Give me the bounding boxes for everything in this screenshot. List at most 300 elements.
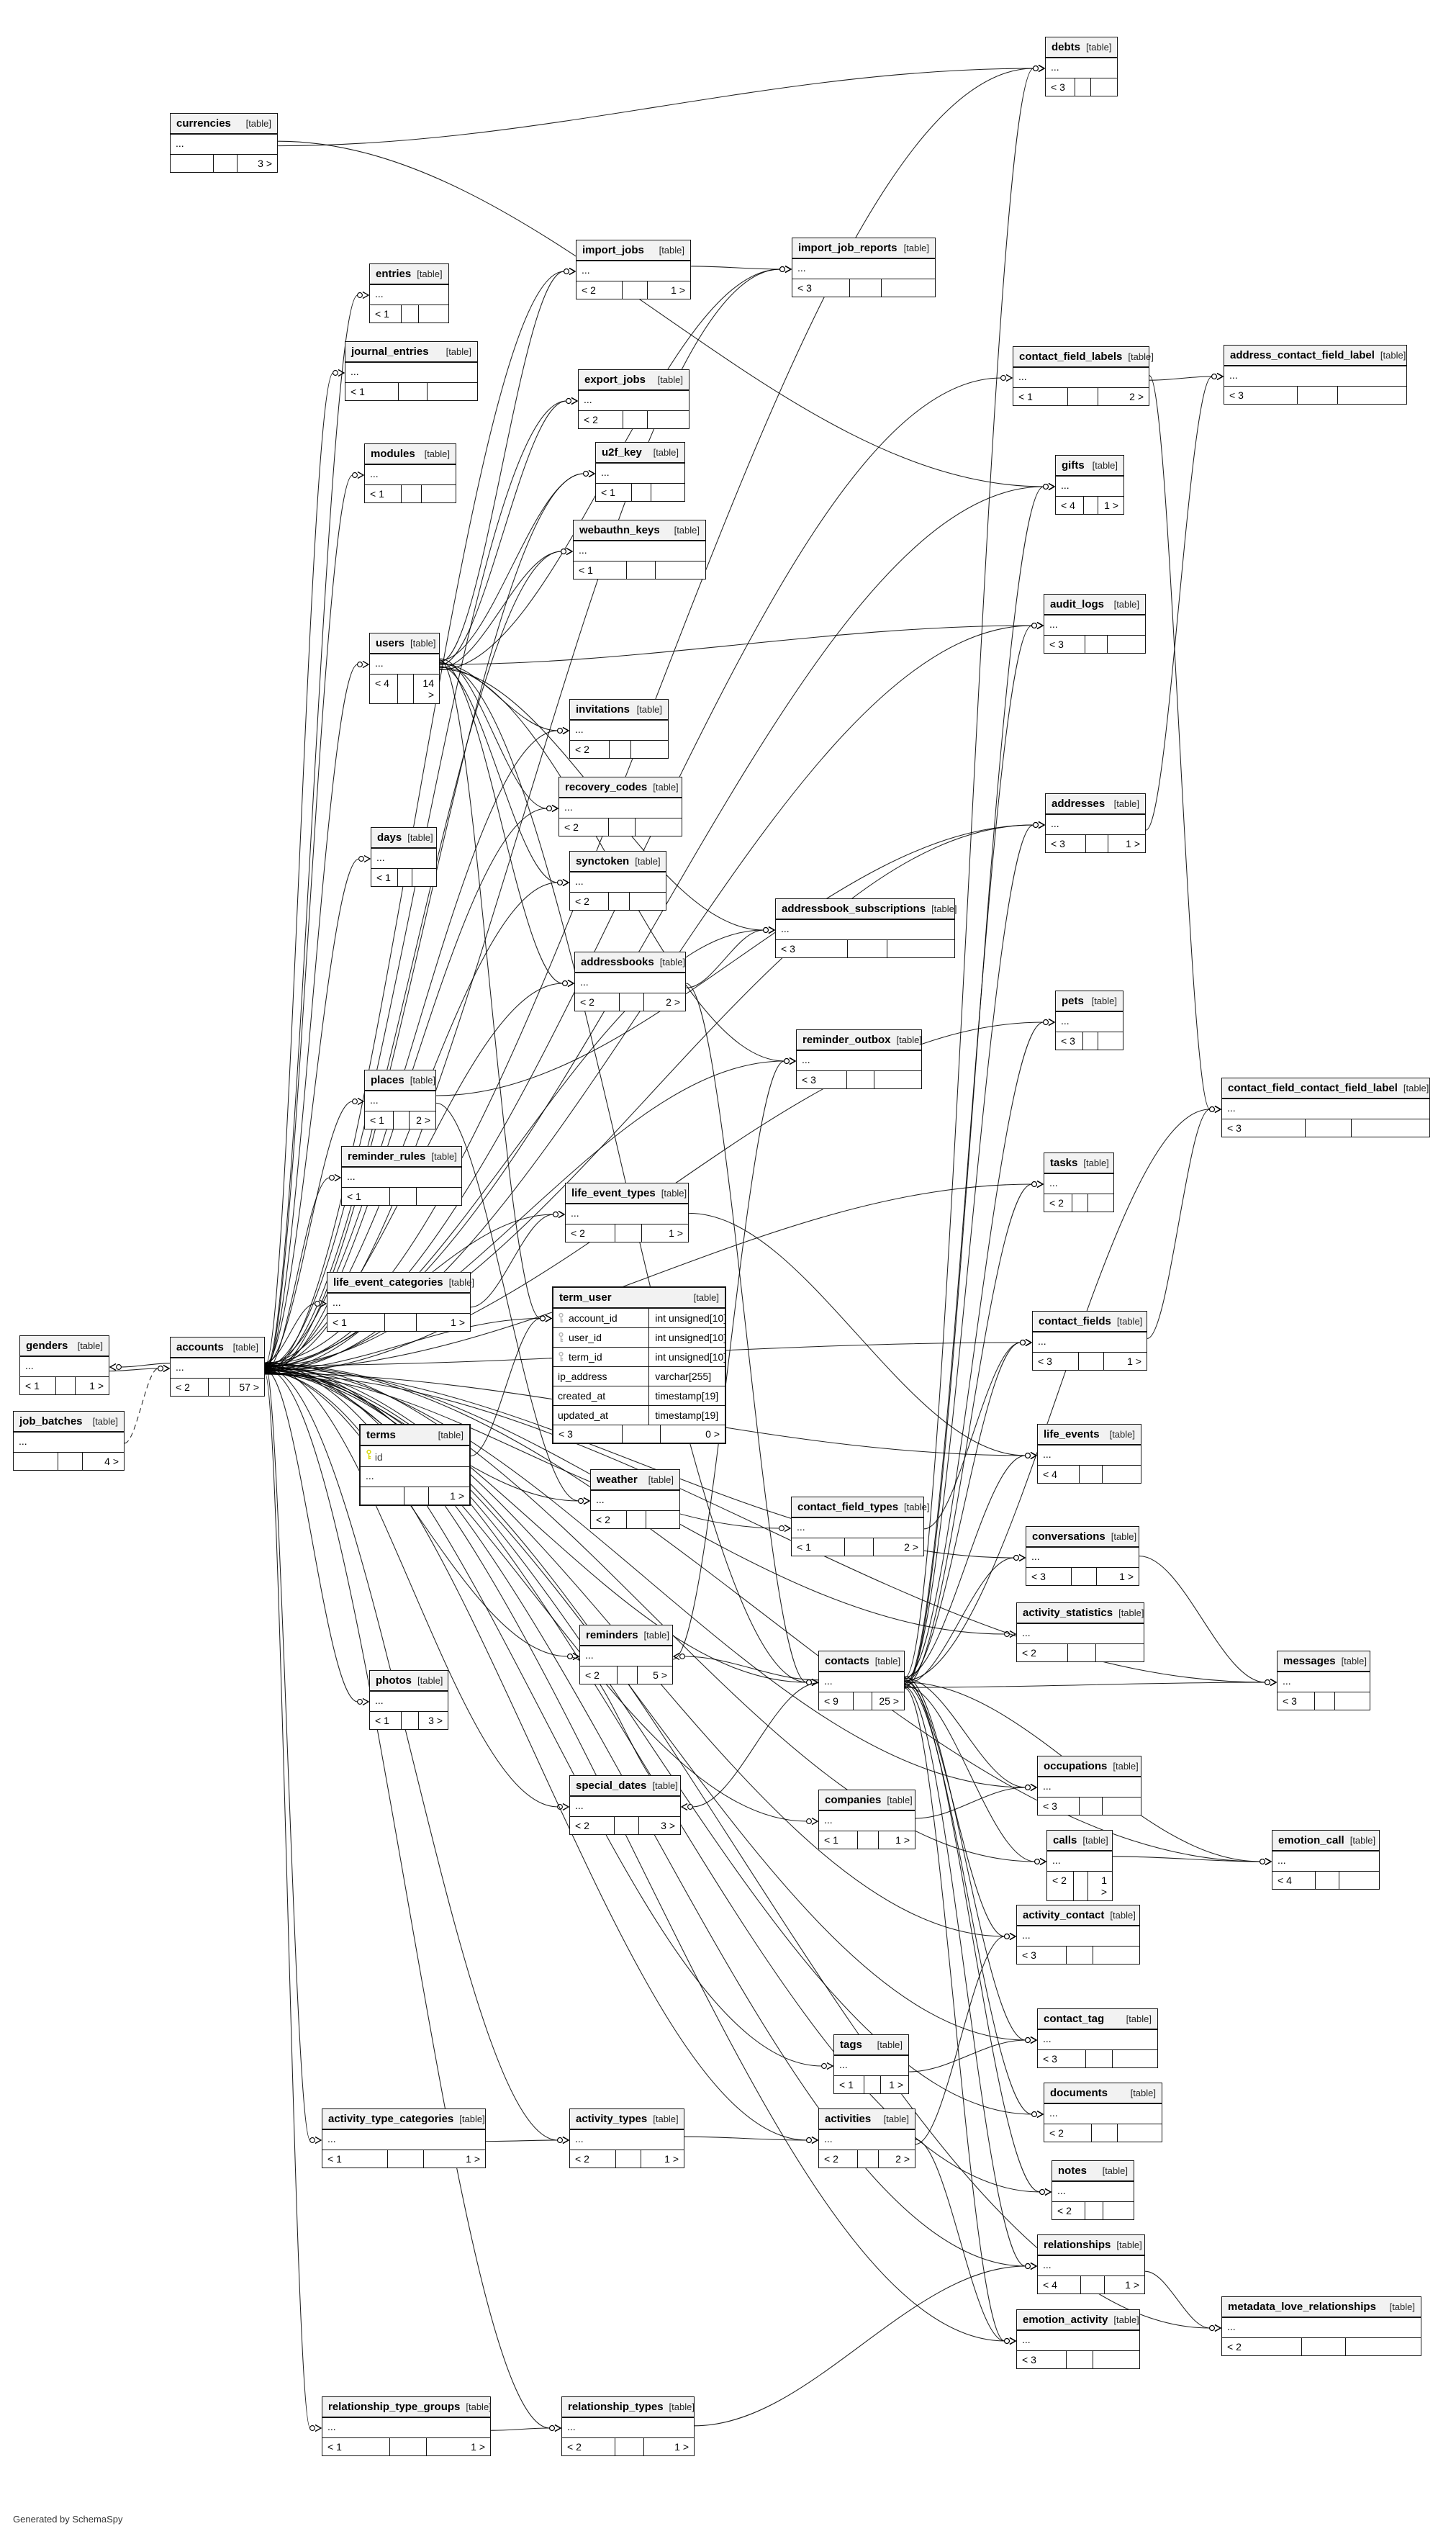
table-name: messages — [1283, 1655, 1336, 1667]
edge-circle-marker — [1021, 1340, 1026, 1345]
table-node[interactable] — [1055, 455, 1124, 515]
table-title[interactable] — [1038, 2009, 1157, 2030]
table-title[interactable] — [327, 1273, 474, 1294]
related-in-count: < 2 — [1049, 2127, 1064, 2139]
related-out-count: 5 > — [637, 1666, 672, 1684]
edge-arrowhead — [1037, 1181, 1043, 1188]
related-tables-row — [171, 155, 277, 172]
table-node[interactable] — [1013, 346, 1154, 406]
table-title[interactable] — [566, 1183, 688, 1204]
related-in-count: < 2 — [575, 2153, 589, 2165]
edge-circle-marker — [553, 1212, 559, 1217]
table-type-badge: [table] — [424, 448, 450, 459]
table-title[interactable] — [370, 264, 448, 285]
table-type-badge: [table] — [417, 269, 443, 279]
table-title[interactable] — [792, 238, 935, 259]
edge-arrowhead — [1049, 1019, 1054, 1026]
table-node[interactable] — [1016, 1602, 1144, 1662]
table-title[interactable] — [1046, 37, 1117, 58]
relationship-edge — [440, 662, 563, 983]
related-out-count: 1 > — [416, 1314, 470, 1331]
edge-arrowhead — [1040, 1859, 1046, 1865]
table-name: synctoken — [576, 855, 630, 867]
columns-ellipsis-row: ... — [1013, 368, 1149, 388]
table-node[interactable] — [552, 1286, 726, 1444]
edge-circle-marker — [1044, 1020, 1049, 1025]
table-title[interactable] — [1038, 2235, 1144, 2256]
table-node[interactable] — [569, 1775, 681, 1835]
related-out-count — [887, 940, 954, 957]
table-title[interactable] — [574, 520, 705, 541]
table-node[interactable] — [1026, 1526, 1139, 1586]
columns-ellipsis-row: ... — [819, 2130, 915, 2150]
columns-ellipsis-row: ... — [1046, 815, 1145, 835]
table-name: webauthn_keys — [579, 524, 660, 536]
table-type-badge: [table] — [931, 903, 957, 914]
table-title[interactable] — [1222, 2297, 1421, 2318]
related-out-count — [874, 1071, 921, 1088]
related-spacer-cell — [626, 561, 655, 579]
related-in-count: < 9 — [824, 1695, 838, 1707]
table-name: activity_statistics — [1023, 1607, 1113, 1619]
table-type-badge: [table] — [693, 1292, 719, 1303]
edge-circle-marker — [358, 1700, 363, 1705]
table-node[interactable] — [1044, 594, 1146, 654]
table-title[interactable] — [819, 1651, 904, 1672]
table-node[interactable] — [369, 1670, 448, 1730]
edge-circle-marker — [584, 472, 589, 477]
table-title[interactable] — [559, 777, 682, 798]
table-title[interactable] — [20, 1336, 109, 1357]
related-tables-row — [1038, 1466, 1141, 1483]
edge-circle-marker — [1040, 2190, 1045, 2195]
related-out-count: 2 > — [878, 2150, 915, 2168]
related-tables-row — [1046, 78, 1117, 96]
column-row — [553, 1367, 725, 1386]
edge-circle-marker — [822, 2064, 827, 2069]
table-node[interactable] — [1221, 2296, 1421, 2356]
relationship-edge — [265, 1366, 822, 2066]
edge-arrowhead — [364, 856, 370, 862]
columns-ellipsis-row: ... — [1017, 2331, 1139, 2351]
table-title[interactable] — [1038, 1756, 1141, 1777]
table-title[interactable] — [776, 899, 957, 920]
related-tables-row — [797, 1071, 921, 1088]
table-title[interactable] — [1026, 1527, 1139, 1548]
schemaspy-credit: Generated by SchemaSpy — [13, 2514, 123, 2525]
table-name: import_job_reports — [798, 242, 897, 254]
table-title[interactable] — [819, 2109, 915, 2130]
table-type-badge: [table] — [1086, 42, 1112, 53]
column-row — [553, 1328, 725, 1348]
edge-circle-marker — [1265, 1680, 1270, 1685]
table-title[interactable] — [553, 1288, 725, 1309]
table-node[interactable] — [1037, 2234, 1145, 2294]
related-tables-row — [1222, 1119, 1429, 1137]
table-node[interactable] — [573, 520, 706, 579]
table-node[interactable] — [1037, 2008, 1158, 2068]
related-out-count — [630, 741, 668, 758]
edge-arrowhead — [563, 2137, 569, 2144]
columns-ellipsis-row: ... — [776, 920, 954, 940]
related-tables-row — [370, 305, 448, 322]
edge-circle-marker — [358, 293, 363, 298]
table-node[interactable] — [576, 240, 691, 299]
table-node[interactable] — [1045, 37, 1118, 96]
table-title[interactable] — [1044, 595, 1145, 615]
table-node[interactable] — [369, 263, 449, 323]
table-node[interactable] — [818, 1790, 915, 1849]
related-out-count: 1 > — [1108, 835, 1145, 852]
related-tables-row — [574, 561, 705, 579]
relationship-edge — [686, 930, 764, 988]
edge-circle-marker — [568, 1654, 573, 1659]
table-title[interactable] — [562, 2397, 694, 2418]
table-node[interactable] — [791, 1497, 930, 1556]
edge-circle-marker — [353, 473, 358, 478]
table-title[interactable] — [1044, 2083, 1162, 2104]
relationship-edge — [905, 1456, 1026, 1677]
table-title[interactable] — [342, 1147, 461, 1168]
edge-circle-marker — [541, 1316, 546, 1321]
table-title[interactable] — [570, 852, 666, 872]
related-tables-row — [580, 1666, 672, 1684]
column-type: varchar[255] — [655, 1371, 712, 1382]
table-node[interactable] — [595, 442, 685, 502]
table-name: conversations — [1032, 1530, 1105, 1543]
table-node[interactable] — [1037, 1424, 1141, 1484]
related-out-count — [1088, 1194, 1114, 1212]
table-node[interactable] — [1055, 991, 1123, 1050]
table-title[interactable] — [361, 1425, 469, 1446]
table-node[interactable] — [327, 1272, 474, 1332]
table-title[interactable] — [1046, 794, 1145, 815]
table-node[interactable] — [1277, 1651, 1370, 1710]
related-spacer-cell — [1079, 1466, 1101, 1483]
table-title[interactable] — [570, 2109, 684, 2130]
table-node[interactable] — [818, 2108, 915, 2168]
related-spacer-cell — [387, 2150, 423, 2168]
table-title[interactable] — [1278, 1651, 1370, 1672]
table-title[interactable] — [596, 443, 684, 464]
relationship-edge — [691, 266, 780, 269]
table-title[interactable] — [1013, 347, 1154, 368]
table-name: contact_tag — [1044, 2013, 1105, 2025]
related-out-count — [418, 305, 448, 322]
relationship-edge — [440, 626, 1032, 664]
table-title[interactable] — [1017, 1905, 1139, 1926]
table-type-badge: [table] — [1118, 1607, 1144, 1618]
related-in-count: < 3 — [802, 1074, 816, 1086]
table-type-badge: [table] — [1082, 1835, 1108, 1846]
related-tables-row — [371, 869, 436, 886]
columns-ellipsis-row: ... — [1044, 1174, 1113, 1194]
table-node[interactable] — [590, 1469, 680, 1529]
related-out-count — [416, 1188, 461, 1205]
related-tables-row — [1017, 1947, 1139, 1964]
edge-arrowhead — [563, 1804, 569, 1810]
edge-circle-marker — [310, 2426, 315, 2431]
related-in-count: < 2 — [567, 2441, 582, 2453]
table-title[interactable] — [1056, 991, 1123, 1012]
table-title[interactable] — [171, 1338, 264, 1358]
table-title[interactable] — [792, 1497, 930, 1518]
edge-circle-marker — [561, 549, 566, 554]
related-in-count: < 2 — [1052, 1875, 1067, 1886]
edge-circle-marker — [784, 1059, 790, 1064]
related-spacer-cell — [1080, 2276, 1104, 2293]
related-in-count: < 3 — [1049, 639, 1064, 650]
table-title[interactable] — [14, 1412, 124, 1433]
table-node[interactable] — [569, 2108, 684, 2168]
table-title[interactable] — [570, 1776, 680, 1797]
relationship-edge — [440, 271, 564, 662]
related-spacer-cell — [614, 1817, 638, 1834]
table-node[interactable] — [19, 1335, 109, 1395]
table-node[interactable] — [561, 2396, 695, 2456]
related-tables-row — [1017, 1644, 1144, 1661]
table-node[interactable] — [322, 2108, 486, 2168]
edge-arrowhead — [546, 1315, 551, 1322]
related-in-count: < 3 — [1031, 1571, 1046, 1582]
related-spacer-cell — [1072, 1194, 1087, 1212]
table-type-badge: [table] — [904, 1502, 930, 1512]
related-in-count: < 2 — [585, 1669, 600, 1681]
table-title[interactable] — [322, 2109, 485, 2130]
related-in-count: < 1 — [375, 1715, 389, 1726]
table-title[interactable] — [1033, 1312, 1147, 1332]
table-node[interactable] — [341, 1146, 462, 1206]
edge-arrowhead — [552, 806, 558, 812]
table-title[interactable] — [1224, 346, 1406, 366]
columns-ellipsis-row: ... — [1017, 1624, 1144, 1644]
edge-circle-marker — [1026, 2038, 1031, 2043]
table-node[interactable] — [364, 1070, 436, 1129]
table-title[interactable] — [570, 700, 668, 721]
table-type-badge: [table] — [459, 2114, 485, 2124]
table-name: addressbook_subscriptions — [782, 903, 926, 915]
columns-ellipsis-row: ... — [580, 1646, 672, 1666]
table-type-badge: [table] — [1083, 1158, 1109, 1168]
columns-ellipsis-row: ... — [1017, 1926, 1139, 1947]
edge-circle-marker — [1034, 823, 1039, 828]
related-out-count: 1 > — [75, 1377, 109, 1394]
table-title[interactable] — [322, 2397, 490, 2418]
table-node[interactable] — [364, 443, 456, 503]
related-in-count: < 1 — [333, 1317, 347, 1328]
edge-arrowhead — [563, 880, 569, 886]
related-out-count: 1 > — [880, 2076, 908, 2093]
table-title[interactable] — [579, 370, 689, 391]
edge-arrowhead — [1019, 1555, 1025, 1561]
edge-circle-marker — [566, 399, 571, 404]
related-spacer-cell — [619, 993, 643, 1011]
column-type: timestamp[19] — [655, 1390, 719, 1402]
table-node[interactable] — [559, 777, 682, 836]
table-node[interactable] — [574, 952, 686, 1011]
edge-arrowhead — [1026, 1340, 1031, 1346]
column-name: created_at — [553, 1386, 649, 1405]
table-node[interactable] — [1044, 1153, 1114, 1212]
related-spacer-cell — [1297, 387, 1337, 404]
table-node[interactable] — [1037, 1756, 1141, 1815]
table-node[interactable] — [569, 851, 666, 911]
table-node[interactable] — [1032, 1311, 1147, 1371]
related-out-count — [1107, 636, 1145, 653]
table-node[interactable] — [569, 699, 669, 759]
table-name: emotion_activity — [1023, 2314, 1108, 2326]
columns-ellipsis-row: ... — [1056, 1012, 1123, 1032]
columns-ellipsis-row: ... — [570, 1797, 680, 1817]
table-name: invitations — [576, 703, 630, 716]
table-node[interactable] — [322, 2396, 491, 2456]
relationship-edge — [125, 1368, 158, 1443]
related-out-count: 57 > — [229, 1379, 264, 1396]
related-out-count: 1 > — [423, 2150, 485, 2168]
table-title[interactable] — [371, 828, 436, 849]
related-out-count — [1090, 78, 1118, 96]
columns-ellipsis-row: ... — [370, 654, 439, 675]
edge-circle-marker — [358, 662, 363, 667]
related-out-count — [1098, 1032, 1123, 1050]
table-title[interactable] — [1044, 1153, 1113, 1174]
table-node[interactable] — [796, 1029, 922, 1089]
table-node[interactable] — [1224, 345, 1407, 405]
table-title[interactable] — [1038, 1425, 1141, 1445]
table-title[interactable] — [797, 1030, 921, 1051]
table-title[interactable] — [370, 633, 439, 654]
columns-ellipsis-row: ... — [834, 2056, 908, 2076]
edge-circle-marker — [158, 1366, 163, 1371]
table-name: life_event_categories — [333, 1276, 443, 1289]
table-node[interactable] — [1272, 1830, 1380, 1890]
columns-ellipsis-row: ... — [1038, 2256, 1144, 2276]
table-type-badge: [table] — [448, 1277, 474, 1288]
table-node[interactable] — [1052, 2160, 1134, 2220]
related-out-count — [1102, 1466, 1141, 1483]
table-name: addresses — [1052, 798, 1105, 810]
table-node[interactable] — [833, 2034, 909, 2094]
table-node[interactable] — [578, 369, 689, 429]
table-node[interactable] — [345, 341, 478, 401]
edge-circle-marker — [1001, 376, 1006, 381]
table-type-badge: [table] — [245, 118, 271, 129]
related-in-count — [361, 1487, 404, 1505]
table-node[interactable] — [1016, 1905, 1140, 1965]
table-title[interactable] — [1272, 1831, 1379, 1851]
related-tables-row — [1278, 1692, 1370, 1710]
edge-arrowhead — [790, 1058, 795, 1065]
related-in-count: < 3 — [559, 1428, 573, 1440]
related-tables-row — [776, 940, 954, 957]
related-out-count: 1 > — [1088, 1872, 1112, 1900]
table-node[interactable] — [359, 1424, 471, 1506]
table-type-badge: [table] — [661, 1188, 687, 1199]
edge-arrowhead — [363, 292, 368, 299]
related-tables-row — [1046, 835, 1145, 852]
related-tables-row — [579, 411, 689, 428]
table-node[interactable] — [792, 238, 936, 297]
edge-circle-marker — [807, 1819, 812, 1824]
edge-circle-marker — [1210, 1107, 1215, 1112]
table-title[interactable] — [365, 1070, 435, 1091]
related-tables-row — [345, 383, 477, 400]
table-node[interactable] — [565, 1183, 689, 1242]
table-title[interactable] — [370, 1671, 448, 1692]
table-title[interactable] — [576, 240, 690, 261]
columns-ellipsis-row: ... — [579, 391, 689, 411]
table-node[interactable] — [13, 1411, 125, 1471]
table-node[interactable] — [775, 898, 955, 958]
table-title[interactable] — [1056, 456, 1123, 477]
table-node[interactable] — [369, 633, 440, 704]
column-type: int unsigned[10] — [655, 1332, 727, 1343]
table-node[interactable] — [579, 1625, 673, 1684]
table-title[interactable] — [580, 1625, 672, 1646]
table-title[interactable] — [345, 342, 477, 363]
table-name: special_dates — [576, 1780, 647, 1792]
table-title[interactable] — [575, 952, 685, 973]
table-node[interactable] — [1016, 2309, 1140, 2369]
table-node[interactable] — [371, 827, 437, 887]
related-out-count: 1 > — [426, 2438, 490, 2455]
columns-ellipsis-row: ... — [171, 135, 277, 155]
table-title[interactable] — [1222, 1078, 1429, 1099]
edge-circle-marker — [1032, 1182, 1037, 1187]
related-spacer-cell — [397, 869, 412, 886]
table-title[interactable] — [1047, 1831, 1112, 1851]
edge-arrowhead — [827, 2063, 833, 2070]
table-title[interactable] — [1017, 2310, 1139, 2331]
table-node[interactable] — [818, 1651, 905, 1710]
related-out-count: 2 > — [643, 993, 685, 1011]
table-name: reminder_outbox — [802, 1034, 891, 1046]
related-spacer-cell — [609, 741, 630, 758]
table-node[interactable] — [1046, 1830, 1113, 1901]
table-name: contact_field_contact_field_label — [1228, 1082, 1398, 1094]
table-title[interactable] — [819, 1790, 915, 1811]
table-title[interactable] — [834, 2035, 908, 2056]
table-title[interactable] — [591, 1470, 679, 1491]
related-tables-row — [1033, 1353, 1147, 1370]
related-in-count: < 2 — [584, 414, 598, 425]
table-type-badge: [table] — [1113, 1761, 1139, 1772]
table-name: contacts — [825, 1655, 869, 1667]
related-out-count — [412, 869, 436, 886]
table-type-badge: [table] — [232, 1342, 258, 1353]
table-node[interactable] — [170, 113, 278, 173]
table-type-badge: [table] — [410, 1075, 436, 1086]
table-name: job_batches — [19, 1415, 83, 1427]
table-title[interactable] — [171, 114, 277, 135]
table-node[interactable] — [1221, 1078, 1430, 1137]
column-name: term_id — [553, 1348, 649, 1366]
table-type-badge: [table] — [438, 1430, 464, 1440]
related-in-count: < 2 — [1057, 2205, 1072, 2216]
table-title[interactable] — [365, 444, 456, 465]
related-in-count: < 3 — [1051, 81, 1065, 93]
table-node[interactable] — [1044, 2083, 1162, 2142]
table-title[interactable] — [1052, 2161, 1134, 2182]
table-name: activity_contact — [1023, 1909, 1105, 1921]
related-in-count: < 4 — [1043, 1469, 1057, 1480]
table-node[interactable] — [170, 1337, 265, 1397]
columns-ellipsis-row: ... — [1222, 2318, 1421, 2338]
table-node[interactable] — [1045, 793, 1146, 853]
table-name: photos — [376, 1674, 412, 1687]
edge-arrowhead — [1217, 374, 1223, 380]
table-title[interactable] — [1017, 1603, 1144, 1624]
